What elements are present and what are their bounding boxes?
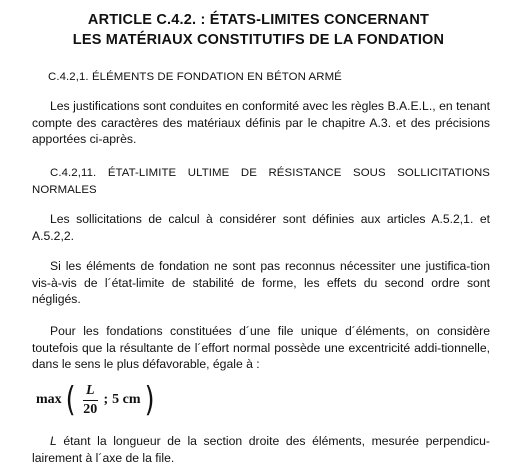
formula-numerator: L	[83, 383, 98, 401]
paragraph-sollicitations: Les sollicitations de calcul à considérer sont définies aux articles A.5.2,1. et A.5.2,2.	[32, 212, 490, 243]
formula-separator: ;	[103, 392, 109, 407]
formula-max: max	[36, 392, 62, 407]
paragraph-length-definition	[32, 433, 490, 466]
article-title-line-2: LES MATÉRIAUX CONSTITUTIFS DE LA FONDATION	[72, 32, 445, 48]
formula-denominator: 20	[83, 401, 98, 417]
formula-fraction	[83, 383, 98, 418]
formula-value: 5 cm	[112, 392, 141, 407]
section-heading-c421: C.4.2,1. ÉLÉMENTS DE FONDATION EN BÉTON ARMÉ	[48, 71, 342, 83]
formula-right-paren: )	[144, 380, 155, 420]
paragraph-eccentricity: Pour les fondations constituées d´une file unique d´éléments, on considère toutefois que la résultante de l´effort normal possède une excentricité addi-tionnelle, dans le sens le plus défavorable, égale à :	[32, 324, 490, 371]
formula-left-paren: (	[65, 380, 76, 420]
variable-l: L	[50, 434, 57, 448]
eccentricity-formula	[36, 378, 158, 422]
paragraph-second-order: Si les éléments de fondation ne sont pas reconnus nécessiter une justifica-tion vis-à-vis de l´état-limite de stabilité de forme, les effets du second ordre sont négligés.	[32, 259, 490, 306]
section-heading-c4211: C.4.2,11. ÉTAT-LIMITE ULTIME DE RÉSISTANCE SOUS SOLLICITATIONS NORMALES	[32, 167, 490, 196]
paragraph-length-text: étant la longueur de la section droite des éléments, mesurée perpendicu-lairement à l´axe de la file.	[32, 434, 490, 465]
article-title-line-1: ARTICLE C.4.2. : ÉTATS-LIMITES CONCERNANT	[87, 12, 430, 28]
paragraph-justifications: Les justifications sont conduites en conformité avec les règles B.A.E.L., en tenant compte des caractères des matériaux définis par le chapitre A.3. et des précisions apportées ci-après.	[32, 99, 490, 146]
